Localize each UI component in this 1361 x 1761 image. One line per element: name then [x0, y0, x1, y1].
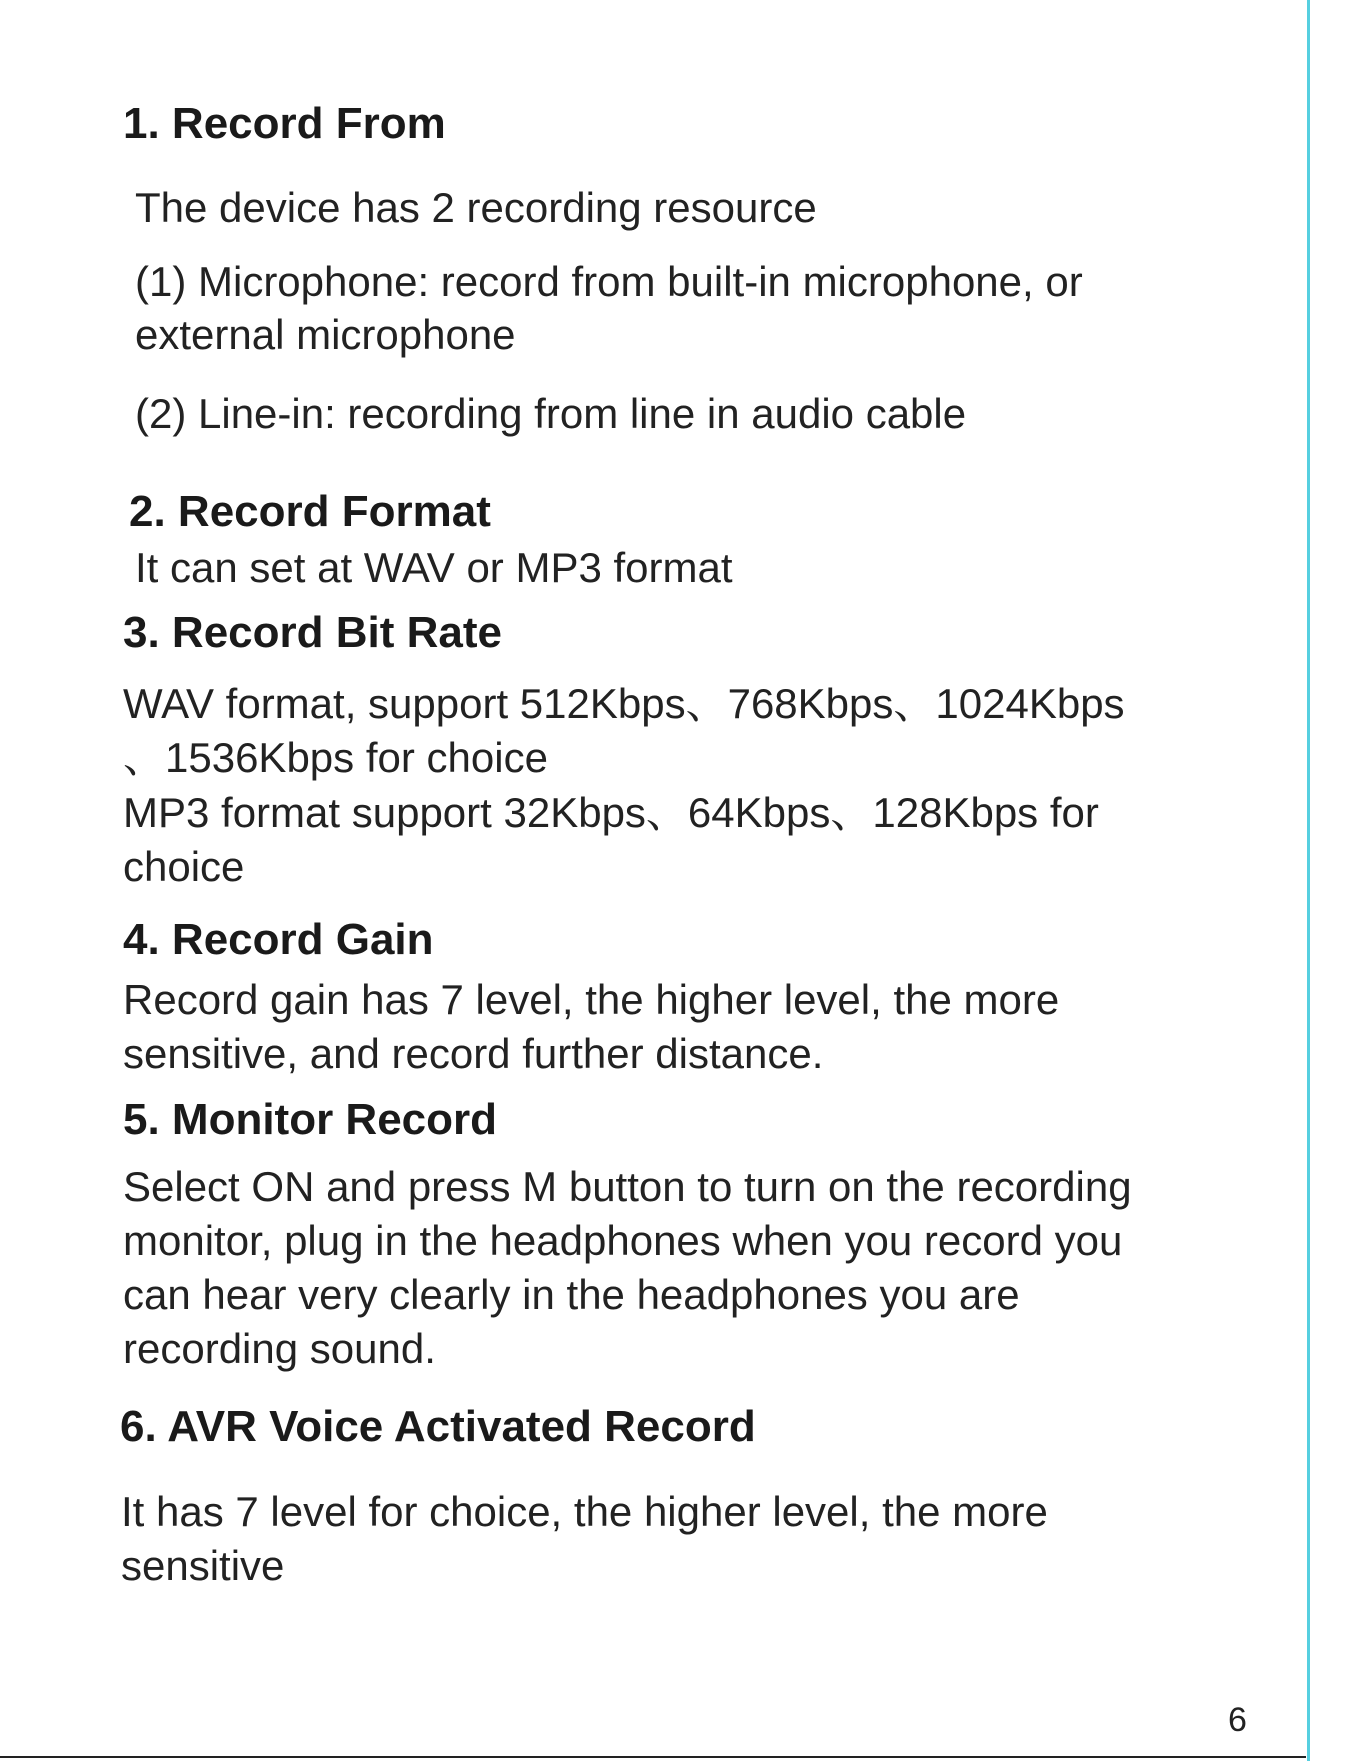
section-heading-record-from: 1. Record From [123, 99, 446, 148]
paragraph-line: Select ON and press M button to turn on the recording [123, 1163, 1132, 1210]
paragraph-line: (2) Line-in: recording from line in audio cable [135, 390, 967, 437]
paragraph-line: Record gain has 7 level, the higher level, the more [123, 976, 1060, 1023]
paragraph-line: It can set at WAV or MP3 format [135, 544, 733, 591]
paragraph-line: sensitive, and record further distance. [123, 1030, 824, 1077]
paragraph-line: MP3 format support 32Kbps、64Kbps、128Kbps for [123, 789, 1099, 836]
section-heading-avr-voice-activated-record: 6. AVR Voice Activated Record [120, 1402, 756, 1451]
paragraph-line: can hear very clearly in the headphones you are [123, 1271, 1020, 1318]
section-heading-record-gain: 4. Record Gain [123, 915, 434, 964]
section-heading-record-bit-rate: 3. Record Bit Rate [123, 608, 502, 657]
paragraph-line: 、1536Kbps for choice [123, 734, 548, 781]
paragraph-line: monitor, plug in the headphones when you record you [123, 1217, 1123, 1264]
section-heading-monitor-record: 5. Monitor Record [123, 1095, 498, 1144]
paragraph-line: recording sound. [123, 1325, 436, 1372]
bottom-edge-rule [0, 1756, 1306, 1758]
paragraph-line: The device has 2 recording resource [135, 184, 817, 231]
paragraph-line: It has 7 level for choice, the higher level, the more [121, 1488, 1048, 1535]
paragraph-line: (1) Microphone: record from built-in microphone, or [135, 258, 1083, 305]
paragraph-line: external microphone [135, 311, 516, 358]
paragraph-line: sensitive [121, 1542, 285, 1589]
section-heading-record-format: 2. Record Format [129, 487, 491, 536]
paragraph-line: choice [123, 843, 245, 890]
paragraph-line: WAV format, support 512Kbps、768Kbps、1024Kbps [123, 680, 1125, 727]
page-number: 6 [1228, 1701, 1247, 1739]
page-edge-rule [1307, 0, 1310, 1761]
